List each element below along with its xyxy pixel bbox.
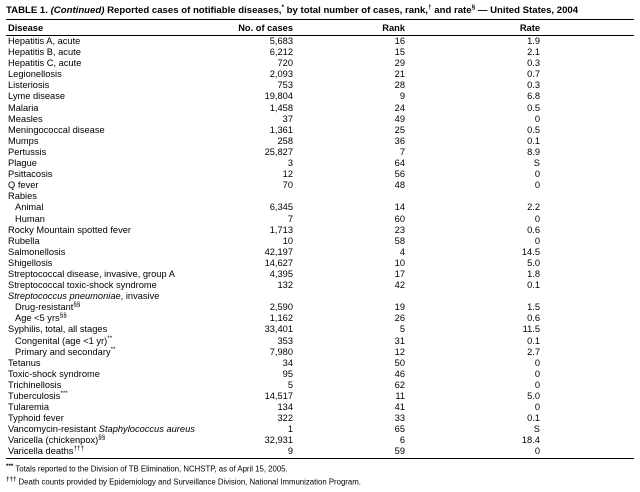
- spacer-cell: [540, 191, 634, 202]
- spacer-cell: [540, 369, 634, 380]
- notifiable-diseases-table: [6, 20, 634, 459]
- table-row: [6, 91, 634, 102]
- disease-cell: Tuberculosis***: [8, 389, 68, 401]
- column-header-rate: Rate: [405, 20, 540, 36]
- disease-cell: Congenital (age <1 yr)**: [15, 334, 113, 346]
- disease-cell: Rubella: [8, 235, 40, 246]
- rank-cell: 36: [394, 135, 405, 146]
- spacer-cell: [540, 225, 634, 236]
- table-row: [6, 391, 634, 402]
- rank-cell: 59: [394, 446, 405, 457]
- cases-cell: 95: [282, 368, 293, 379]
- rate-cell: 0: [534, 113, 540, 124]
- rank-cell: 62: [394, 379, 405, 390]
- rank-cell: 60: [394, 213, 405, 224]
- spacer-cell: [540, 380, 634, 391]
- disease-cell: Psittacosis: [8, 169, 53, 180]
- disease-cell: Streptococcal disease, invasive, group A: [8, 268, 175, 279]
- disease-cell: Trichinellosis: [8, 379, 62, 390]
- disease-cell: Drug-resistant§§: [15, 301, 81, 313]
- table-row: [6, 202, 634, 213]
- table-row: [6, 336, 634, 347]
- table-row: [6, 214, 634, 225]
- cases-cell: 12: [282, 169, 293, 180]
- cases-cell: 2,590: [269, 302, 293, 313]
- disease-cell: Syphilis, total, all stages: [8, 324, 108, 335]
- rate-cell: 0.1: [527, 135, 540, 146]
- disease-cell: Pertussis: [8, 146, 47, 157]
- disease-cell: Typhoid fever: [8, 413, 64, 424]
- spacer-cell: [540, 402, 634, 413]
- cases-cell: 1,713: [269, 224, 293, 235]
- rank-cell: 19: [394, 302, 405, 313]
- cases-cell: 7: [287, 213, 293, 224]
- disease-cell: Animal: [15, 202, 44, 213]
- cases-cell: 132: [277, 280, 293, 291]
- footnote-text: Death counts provided by Epidemiology and Surveillance Division, National Immunization Program.: [18, 477, 361, 487]
- spacer-cell: [540, 114, 634, 125]
- spacer-cell: [540, 58, 634, 69]
- rate-cell: 11.5: [522, 324, 540, 335]
- table-row: [6, 114, 634, 125]
- spacer-cell: [540, 435, 634, 446]
- table-row: [6, 446, 634, 458]
- disease-cell: Tularemia: [8, 402, 49, 413]
- spacer-cell: [540, 202, 634, 213]
- rate-cell: 5.0: [527, 257, 540, 268]
- disease-cell: Plague: [8, 158, 37, 169]
- rank-cell: 28: [394, 80, 405, 91]
- disease-cell: Toxic-shock syndrome: [8, 368, 100, 379]
- rate-cell: 0.1: [527, 280, 540, 291]
- rate-cell: 0.6: [527, 313, 540, 324]
- spacer-cell: [540, 236, 634, 247]
- spacer-cell: [540, 169, 634, 180]
- disease-cell: Tetanus: [8, 357, 41, 368]
- rate-cell: 0: [534, 213, 540, 224]
- table-row: [6, 47, 634, 58]
- footnote: [6, 462, 634, 475]
- table-row: [6, 380, 634, 391]
- table-row: [6, 369, 634, 380]
- cases-cell: 42,197: [264, 246, 293, 257]
- disease-cell: Hepatitis C, acute: [8, 58, 82, 69]
- disease-cell: Meningococcal disease: [8, 124, 105, 135]
- table-header: [6, 20, 634, 36]
- table-row: [6, 103, 634, 114]
- spacer-cell: [540, 36, 634, 48]
- rank-cell: 29: [394, 58, 405, 69]
- spacer-cell: [540, 424, 634, 435]
- table-row: [6, 191, 634, 202]
- disease-cell: Vancomycin-resistant Staphylococcus aureus: [8, 424, 195, 435]
- rate-cell: 0: [534, 368, 540, 379]
- cases-cell: 10: [282, 235, 293, 246]
- cases-cell: 5,683: [269, 36, 293, 46]
- header-row: [6, 20, 634, 36]
- disease-cell: Rabies: [8, 191, 37, 202]
- cases-cell: 14,517: [264, 391, 293, 401]
- disease-cell: Hepatitis A, acute: [8, 36, 81, 46]
- disease-cell: Salmonellosis: [8, 246, 66, 257]
- spacer-cell: [540, 446, 634, 458]
- rate-cell: 0: [534, 169, 540, 180]
- rate-cell: 8.9: [527, 146, 540, 157]
- rank-cell: 31: [394, 335, 405, 346]
- table-row: [6, 435, 634, 446]
- table-row: [6, 169, 634, 180]
- rate-cell: 0: [534, 446, 540, 457]
- disease-cell: Listeriosis: [8, 80, 50, 91]
- rate-cell: 0: [534, 235, 540, 246]
- rate-cell: 0.6: [527, 224, 540, 235]
- spacer-cell: [540, 69, 634, 80]
- footnote-text: Totals reported to the Division of TB Elimination, NCHSTP, as of April 15, 2005.: [15, 464, 288, 474]
- spacer-cell: [540, 247, 634, 258]
- cases-cell: 6,212: [269, 47, 293, 58]
- cases-cell: 322: [277, 413, 293, 424]
- rank-cell: 23: [394, 224, 405, 235]
- footnote-marker: †††: [6, 475, 17, 483]
- table-row: [6, 58, 634, 69]
- cases-cell: 3: [287, 158, 293, 169]
- table-row: [6, 269, 634, 280]
- table-title: TABLE 1. (Continued) Reported cases of notifiable diseases,* by total number of cases, rank,† and rate§ — United States, 2004: [6, 5, 634, 20]
- cases-cell: 14,627: [264, 257, 293, 268]
- disease-cell: Varicella deaths†††: [8, 445, 85, 457]
- table-row: [6, 125, 634, 136]
- table-row: [6, 313, 634, 324]
- cases-cell: 32,931: [264, 435, 293, 446]
- rate-cell: 2.7: [527, 346, 540, 357]
- table-row: [6, 80, 634, 91]
- disease-cell: Primary and secondary**: [15, 345, 116, 357]
- cases-cell: 25,827: [264, 146, 293, 157]
- table-row: [6, 413, 634, 424]
- disease-cell: Hepatitis B, acute: [8, 47, 81, 58]
- cases-cell: 5: [287, 379, 293, 390]
- footnote: [6, 475, 634, 488]
- table-row: [6, 347, 634, 358]
- rank-cell: 14: [394, 202, 405, 213]
- spacer-cell: [540, 291, 634, 302]
- rank-cell: 17: [394, 268, 405, 279]
- rank-cell: 64: [394, 158, 405, 169]
- spacer-cell: [540, 324, 634, 335]
- rank-cell: 11: [395, 391, 405, 401]
- table-row: [6, 358, 634, 369]
- cases-cell: 1: [287, 424, 293, 435]
- spacer-cell: [540, 280, 634, 291]
- disease-cell: Malaria: [8, 102, 39, 113]
- rate-cell: 5.0: [527, 391, 540, 401]
- table-row: [6, 158, 634, 169]
- rank-cell: 5: [399, 324, 405, 335]
- cases-cell: 1,458: [269, 102, 293, 113]
- cases-cell: 134: [277, 402, 293, 413]
- rank-cell: 15: [394, 47, 405, 58]
- disease-cell: Streptococcal toxic-shock syndrome: [8, 280, 157, 291]
- column-header-rank: Rank: [293, 20, 405, 36]
- rate-cell: 0.3: [527, 80, 540, 91]
- rank-cell: 42: [394, 280, 405, 291]
- rate-cell: 0.3: [527, 58, 540, 69]
- spacer-cell: [540, 358, 634, 369]
- table-row: [6, 180, 634, 191]
- rank-cell: 7: [399, 146, 405, 157]
- spacer-cell: [540, 313, 634, 324]
- column-header-disease: Disease: [6, 20, 211, 36]
- spacer-cell: [540, 147, 634, 158]
- spacer-cell: [540, 80, 634, 91]
- table-row: [6, 147, 634, 158]
- spacer-cell: [540, 47, 634, 58]
- table-row: [6, 291, 634, 302]
- table-row: [6, 136, 634, 147]
- disease-cell: Lyme disease: [8, 91, 66, 102]
- rate-cell: 1.9: [527, 36, 540, 46]
- table-row: [6, 247, 634, 258]
- rate-cell: 0.5: [527, 124, 540, 135]
- rate-cell: 0: [534, 402, 540, 413]
- spacer-cell: [540, 413, 634, 424]
- spacer-cell: [540, 391, 634, 402]
- spacer-cell: [540, 302, 634, 313]
- cases-cell: 37: [282, 113, 293, 124]
- disease-cell: Mumps: [8, 135, 39, 146]
- cases-cell: 4,395: [269, 268, 293, 279]
- spacer-cell: [540, 91, 634, 102]
- table-row: [6, 69, 634, 80]
- cases-cell: [211, 191, 293, 202]
- rank-cell: 26: [394, 313, 405, 324]
- spacer-cell: [540, 136, 634, 147]
- rank-cell: 56: [394, 169, 405, 180]
- rank-cell: 24: [394, 102, 405, 113]
- disease-cell: Varicella (chickenpox)§§: [8, 434, 106, 446]
- rank-cell: 25: [394, 124, 405, 135]
- cases-cell: 720: [277, 58, 293, 69]
- cases-cell: 19,804: [264, 91, 293, 102]
- spacer-cell: [540, 158, 634, 169]
- spacer-cell: [540, 180, 634, 191]
- rank-cell: [293, 291, 405, 302]
- rank-cell: 16: [394, 36, 405, 46]
- disease-cell: Age <5 yrs§§: [15, 312, 67, 324]
- rate-cell: 0.5: [527, 102, 540, 113]
- cases-cell: 1,361: [269, 124, 293, 135]
- cases-cell: 753: [277, 80, 293, 91]
- spacer-cell: [540, 214, 634, 225]
- rank-cell: 46: [394, 368, 405, 379]
- cases-cell: 9: [287, 446, 293, 457]
- table-row: [6, 402, 634, 413]
- rate-cell: 0.1: [527, 413, 540, 424]
- rate-cell: S: [533, 158, 540, 169]
- rate-cell: 2.1: [527, 47, 540, 58]
- cases-cell: 353: [277, 335, 293, 346]
- rank-cell: 4: [399, 246, 405, 257]
- cases-cell: 6,345: [269, 202, 293, 213]
- rate-cell: 1.8: [527, 268, 540, 279]
- column-header-spacer: [540, 20, 634, 36]
- rank-cell: 50: [394, 357, 405, 368]
- cases-cell: 2,093: [269, 69, 293, 80]
- spacer-cell: [540, 269, 634, 280]
- rate-cell: 14.5: [521, 246, 540, 257]
- rank-cell: 49: [394, 113, 405, 124]
- disease-cell: Shigellosis: [8, 257, 53, 268]
- disease-cell: Streptococcus pneumoniae, invasive: [8, 291, 160, 302]
- rate-cell: 1.5: [527, 302, 540, 313]
- disease-cell: Rocky Mountain spotted fever: [8, 224, 131, 235]
- table-row: [6, 36, 634, 48]
- rate-cell: 0.1: [527, 335, 540, 346]
- rank-cell: 48: [394, 180, 405, 191]
- spacer-cell: [540, 125, 634, 136]
- rate-cell: 0: [534, 379, 540, 390]
- column-header-cases: No. of cases: [211, 20, 293, 36]
- table-row: [6, 324, 634, 335]
- rank-cell: 58: [394, 235, 405, 246]
- footnote-marker: ***: [6, 462, 14, 470]
- spacer-cell: [540, 103, 634, 114]
- disease-cell: Q fever: [8, 180, 39, 191]
- rank-cell: 21: [394, 69, 405, 80]
- cases-cell: 7,980: [269, 346, 293, 357]
- rate-cell: [405, 291, 540, 302]
- rank-cell: 41: [394, 402, 405, 413]
- rate-cell: 0: [534, 357, 540, 368]
- rank-cell: 10: [394, 257, 405, 268]
- rank-cell: 9: [399, 91, 405, 102]
- spacer-cell: [540, 336, 634, 347]
- rate-cell: 0: [534, 180, 540, 191]
- cases-cell: [211, 291, 293, 302]
- cases-cell: 34: [282, 357, 293, 368]
- table-row: [6, 236, 634, 247]
- table-row: [6, 225, 634, 236]
- cases-cell: 70: [282, 180, 293, 191]
- disease-cell: Legionellosis: [8, 69, 62, 80]
- cases-cell: 1,162: [269, 313, 293, 324]
- table-body: [6, 36, 634, 459]
- rank-cell: 33: [394, 413, 405, 424]
- rate-cell: [405, 191, 540, 202]
- rank-cell: 6: [399, 435, 405, 446]
- disease-cell: Measles: [8, 113, 43, 124]
- table-row: [6, 258, 634, 269]
- rank-cell: [293, 191, 405, 202]
- cases-cell: 33,401: [264, 324, 293, 335]
- rate-cell: 0.7: [527, 69, 540, 80]
- rate-cell: 2.2: [527, 202, 540, 213]
- rate-cell: S: [533, 424, 540, 435]
- table-row: [6, 302, 634, 313]
- disease-cell: Human: [15, 213, 45, 224]
- footnotes: [6, 462, 634, 488]
- rank-cell: 65: [394, 424, 405, 435]
- cases-cell: 258: [277, 135, 293, 146]
- rank-cell: 12: [394, 346, 405, 357]
- rate-cell: 6.8: [527, 91, 540, 102]
- spacer-cell: [540, 347, 634, 358]
- spacer-cell: [540, 258, 634, 269]
- rate-cell: 18.4: [521, 435, 540, 446]
- table-row: [6, 280, 634, 291]
